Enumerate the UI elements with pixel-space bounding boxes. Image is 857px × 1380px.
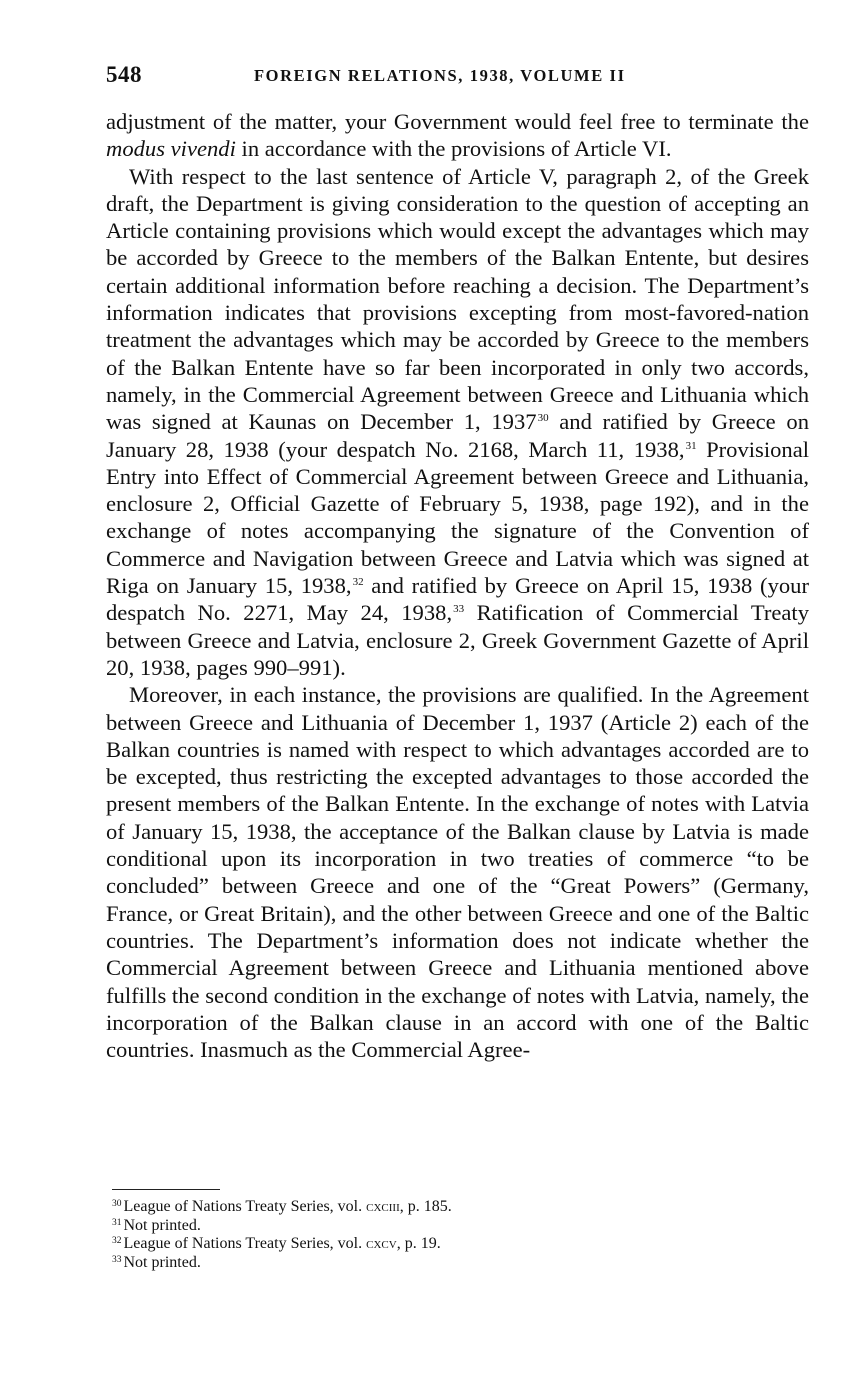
footnote-text-end: , p. 19. [396,1235,441,1252]
footnote-number: 33 [112,1254,122,1265]
footnote-volume: cxciii [366,1198,400,1215]
footnote-31 [112,1217,712,1236]
footnote-ref-32[interactable]: 32 [352,576,364,589]
page-number: 548 [106,62,142,87]
footnote-ref-30[interactable]: 30 [537,412,549,425]
paragraph-2 [106,163,809,682]
footnote-number: 30 [112,1199,122,1209]
footnote-30 [112,1198,712,1217]
footnote-text: League of Nations Treaty Series, vol. [123,1235,367,1252]
footnote-32 [112,1235,712,1254]
footnote-number: 32 [112,1236,122,1246]
paragraph-1-italic-term: modus vivendi [106,136,236,162]
paragraph-3: Moreover, in each instance, the provisions are qualified. In the Agreement between Greece and Lithuania of December 1, 1937 (Article 2) each of the Balkan countries is named with respect to which advantages accorded are to be excepted, thus restricting the excepted advantages to those accorded the present members of the Balkan Entente. In the exchange of notes with Latvia of January 15, 1938, the acceptance of the Balkan clause by Latvia is made conditional upon its incorporation in two treaties of commerce “to be concluded” between Greece and one of the “Great Powers” (Germany, France, or Great Britain), and the other between Greece and one of the Baltic countries. The Department’s information does not indicate whether the Commercial Agreement between Greece and Lithuania mentioned above fulfills the second condition in the exchange of notes with Latvia, namely, the incorporation of the Balkan clause in an accord with one of the Baltic countries. Inasmuch as the Commercial Agree- [106,682,809,1063]
paragraph-1 [106,108,809,163]
paragraph-2-text-a: With respect to the last sentence of Article V, paragraph 2, of the Greek draft, the Department is giving consideration to the question of accepting an Article containing provisions which would except the advantages which may be accorded by Greece to the members of the Balkan Entente, but desires certain additional information before reaching a decision. The Department’s information indicates that provisions excepting from most-favored-nation treatment the advantages which may be accorded by Greece to the members of the Balkan Entente have so far been incorporated in only two accords, namely, in the Commercial Agreement between Greece and Lithuania which was signed at Kaunas on December 1, 1937 [106,163,809,435]
footnote-text-end: , p. 185. [399,1198,452,1215]
page-header [106,62,809,92]
running-title: FOREIGN RELATIONS, 1938, VOLUME II [254,66,626,85]
body-text [106,108,809,1063]
footnote-ref-33[interactable]: 33 [453,603,465,616]
paragraph-1-text-c: in accordance with the provisions of Article VI. [235,136,672,162]
paragraph-2-text-d: and ratified by Greece on April 15, 1938 (your despatch No. 2271, May 24, 1938, [106,573,809,626]
footnote-text: Not printed. [123,1253,201,1271]
paragraph-2-text-b: and ratified by Greece on January 28, 1938 (your despatch No. 2168, March 11, 1938, [106,409,809,462]
footnote-text: League of Nations Treaty Series, vol. [123,1198,367,1215]
footnote-rule [112,1189,220,1190]
footnote-number: 31 [112,1217,122,1228]
footnote-33 [112,1254,712,1273]
footnote-ref-31[interactable]: 31 [685,439,697,452]
paragraph-1-text-a: adjustment of the matter, your Government would feel free to terminate the [106,109,809,134]
footnote-volume: cxcv [366,1235,397,1252]
paragraph-2-text-e: Ratification of Commercial Treaty between Greece and Latvia, enclosure 2, Greek Government Gazette of April 20, 1938, pages 990–991). [106,600,809,680]
footnote-text: Not printed. [123,1216,201,1234]
footnotes [112,1198,712,1272]
paragraph-2-text-c: Provisional Entry into Effect of Commercial Agreement between Greece and Lithuania, enclosure 2, Official Gazette of February 5, 1938, page 192), and in the exchange of notes accompanying the signature of the Convention of Commerce and Navigation between Greece and Latvia which was signed at Riga on January 15, 1938, [106,436,809,599]
